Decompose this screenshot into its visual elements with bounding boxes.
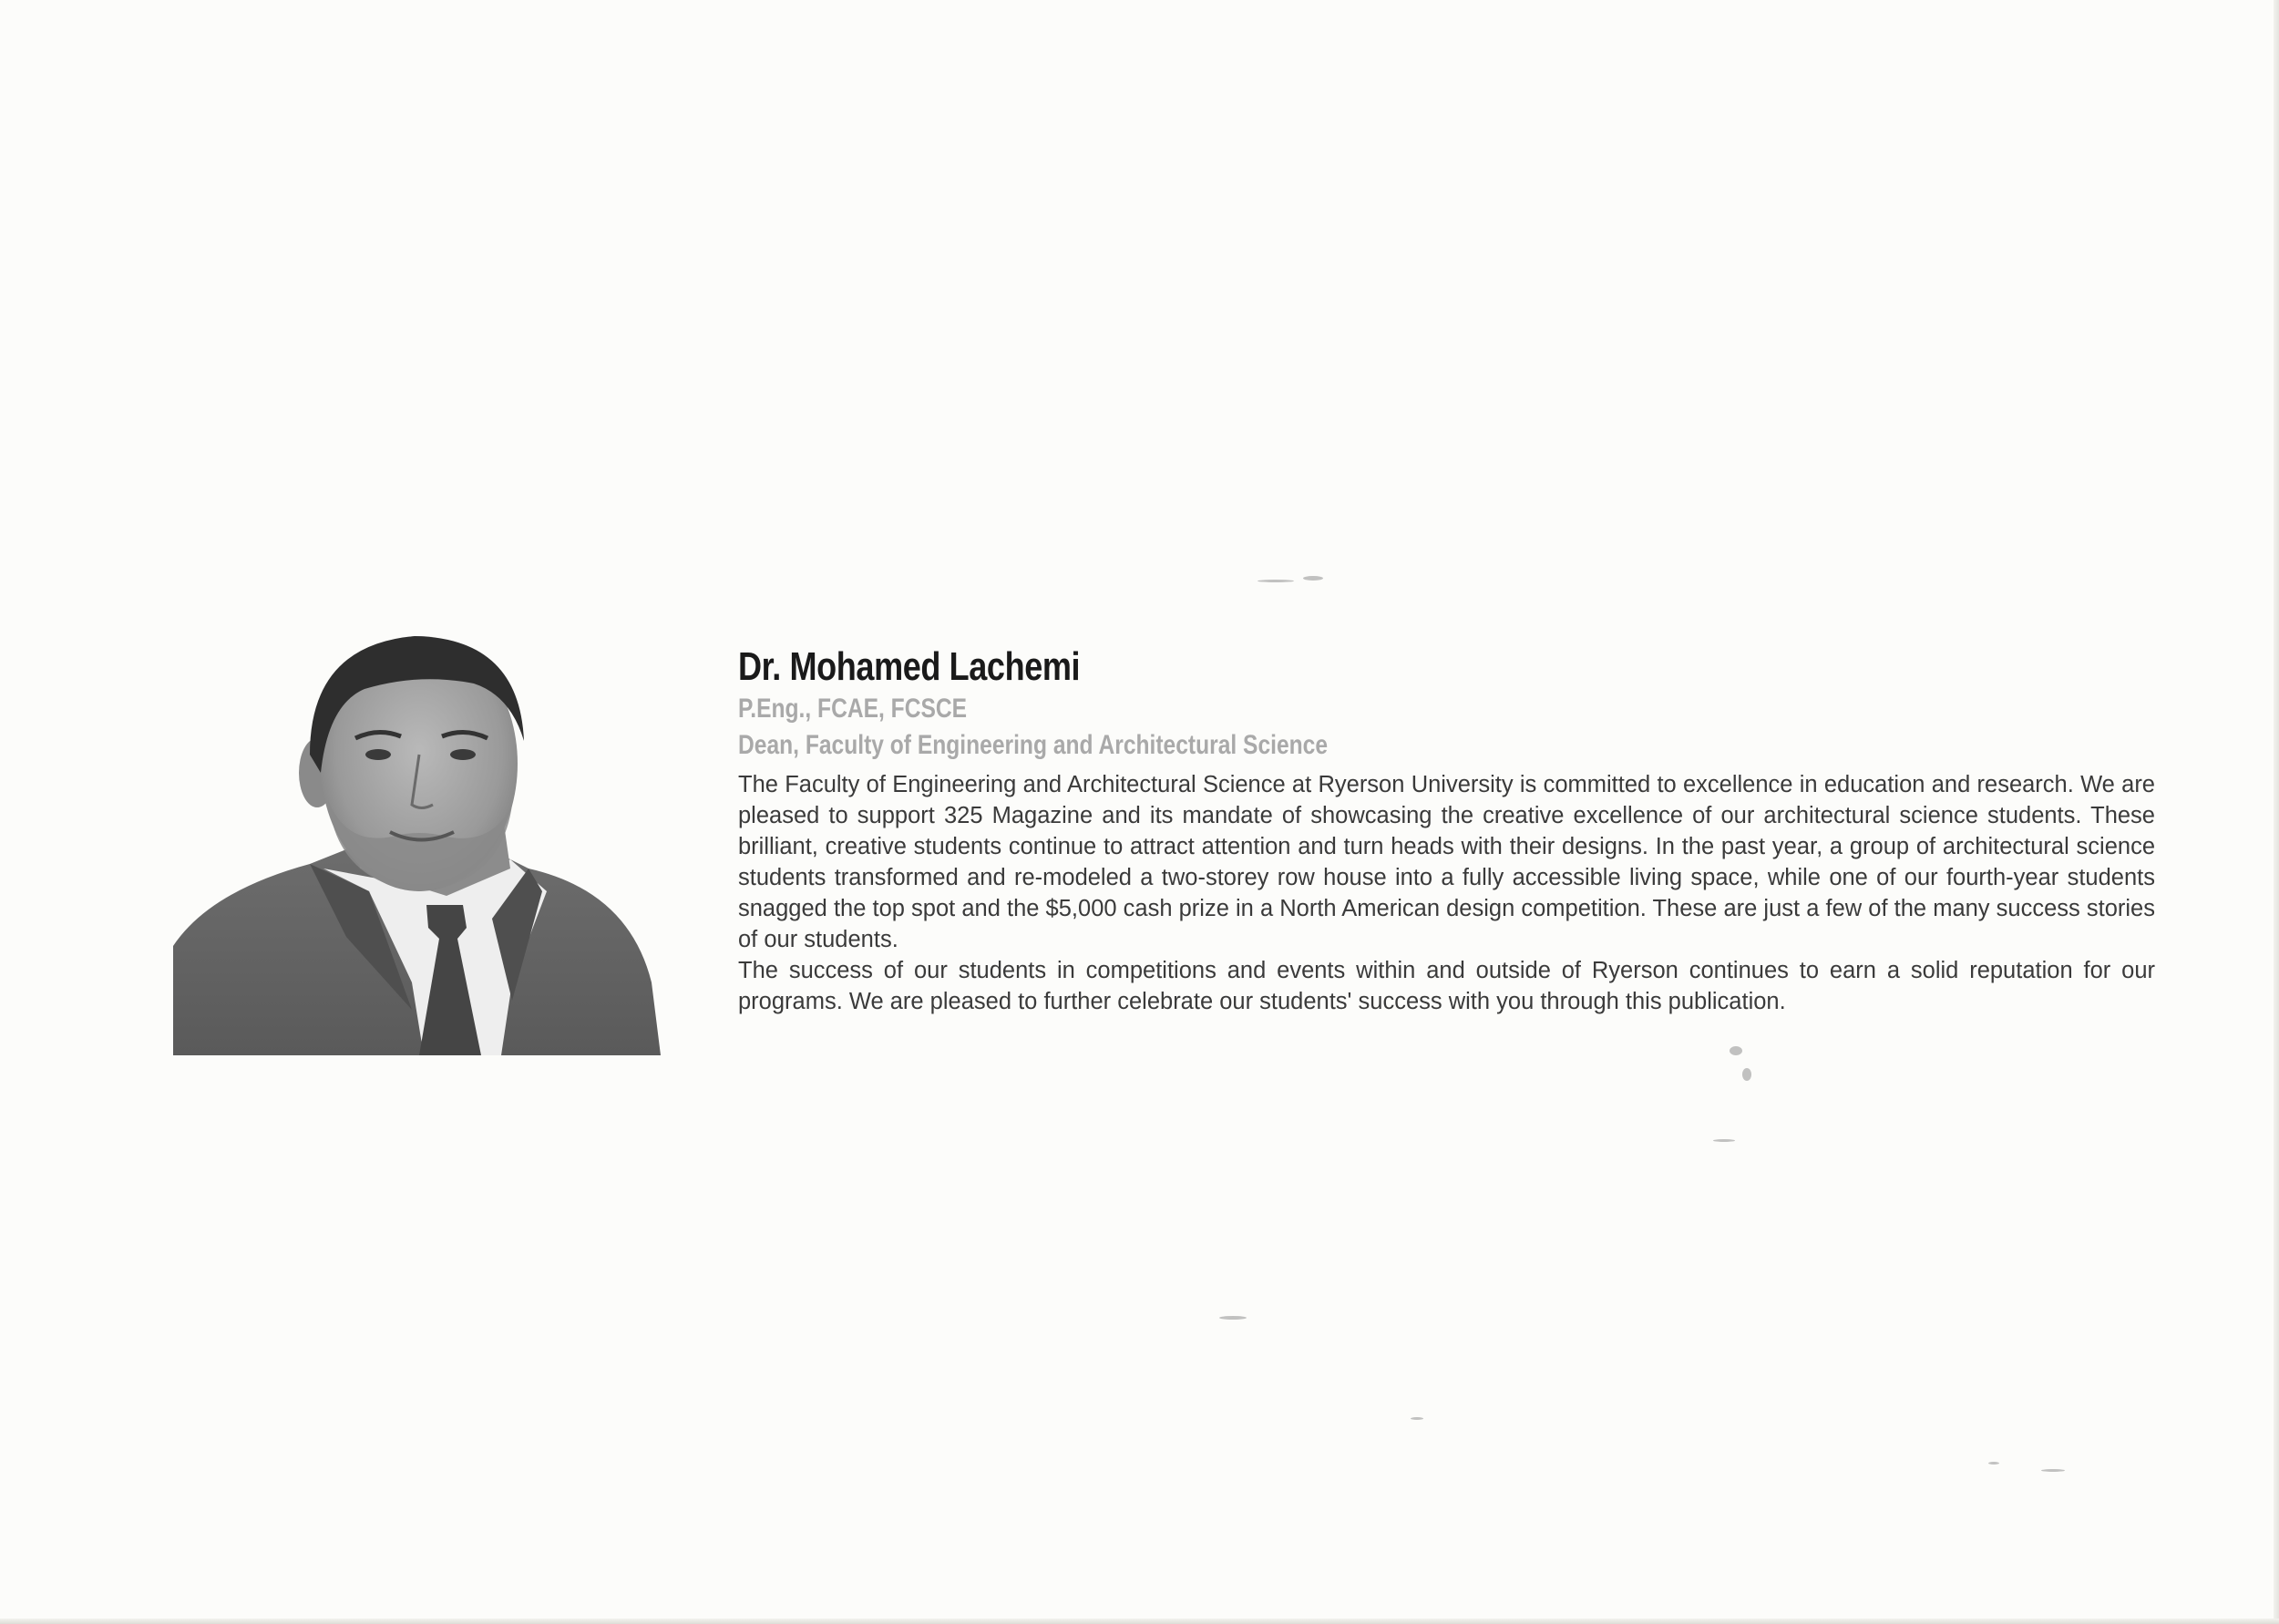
scan-speck [1730, 1046, 1742, 1055]
page-bottom-edge [0, 1619, 2279, 1624]
person-role: Dean, Faculty of Engineering and Architectural Science [738, 730, 1329, 760]
message-paragraph: The success of our students in competitions and events within and outside of Ryerson continues to earn a solid reputation for our programs. We are pleased to further celebrate our students' success with you through this publication. [738, 958, 2155, 1014]
scan-speck [2041, 1469, 2065, 1472]
scan-speck [1713, 1139, 1735, 1142]
scan-speck [1411, 1417, 1423, 1420]
person-credentials: P.Eng., FCAE, FCSCE [738, 694, 968, 724]
message-paragraph: The Faculty of Engineering and Architectural Science at Ryerson University is committed to excellence in education and research. We are pleased to support 325 Magazine and its mandate of showcasing the creative excellence of our architectural science students. These brilliant, creative students continue to attract attention and turn heads with their designs. In the past year, a group of architectural science students transformed and re-modeled a two-storey row house into a fully accessible living space, while one of our fourth-year students snagged the top spot and the $5,000 cash prize in a North American design competition. These are just a few of the many success stories of our students. [738, 772, 2155, 952]
scan-speck [1258, 580, 1294, 582]
page-edge [2274, 0, 2279, 1624]
scan-speck [1219, 1316, 1247, 1320]
message-body [738, 769, 2155, 1017]
person-name: Dr. Mohamed Lachemi [738, 644, 1081, 689]
scan-speck [1742, 1068, 1751, 1081]
scan-speck [1988, 1462, 1999, 1465]
scan-speck [1303, 576, 1323, 581]
portrait-photo [173, 618, 661, 1055]
dean-message-block [738, 643, 2155, 1017]
